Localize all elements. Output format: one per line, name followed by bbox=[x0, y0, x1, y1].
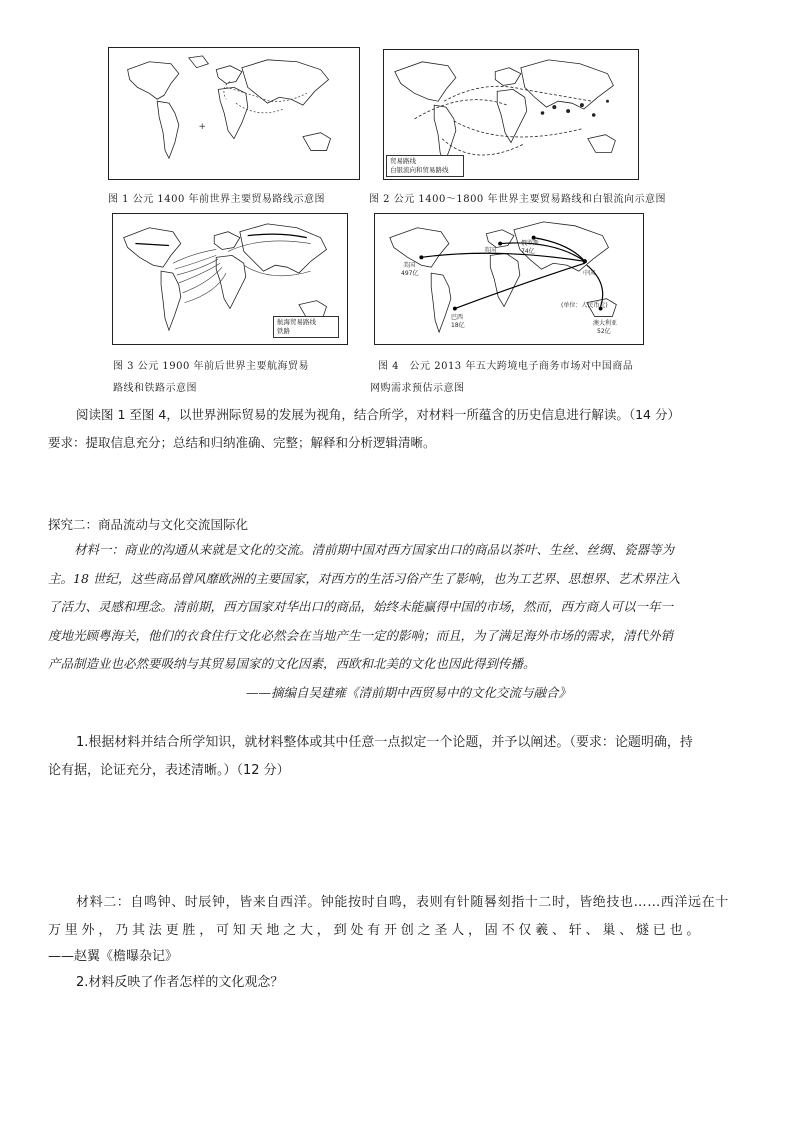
svg-text:+: + bbox=[198, 121, 206, 132]
label-china: 中国 bbox=[583, 270, 596, 277]
material-1-line-2: 主。18 世纪，这些商品曾风靡欧洲的主要国家，对西方的生活习俗产生了影响，也为工艺界、思想界、艺术界注入 bbox=[48, 571, 681, 586]
figure-4-caption-line1: 图 4 公元 2013 年五大跨境电子商务市场对中国商品 bbox=[378, 361, 634, 372]
label-russia-value: 74亿 bbox=[521, 248, 535, 255]
question-2-1-line2: 论有据，论证充分，表述清晰。）（12 分） bbox=[48, 763, 290, 778]
material-1-line-5: 产品制造业也必然要吸纳与其贸易国家的文化因素，西欧和北美的文化也因此得到传播。 bbox=[48, 656, 536, 671]
material-2-line-1: 材料二：自鸣钟、时辰钟，皆来自西洋。钟能按时自鸣，表则有针随晷刻指十二时，皆绝技也……西洋远在十 bbox=[76, 895, 729, 910]
label-uk: 英国 bbox=[484, 247, 497, 254]
material-1-source: ——摘编自吴建雍《清前期中西贸易中的文化交流与融合》 bbox=[246, 685, 572, 700]
map-figure-4 bbox=[374, 213, 644, 345]
label-australia-value: 52亿 bbox=[597, 328, 611, 335]
figure-3-caption-line1: 图 3 公元 1900 年前后世界主要航海贸易 bbox=[113, 361, 310, 372]
material-2-line-2: 万里外，乃其法更胜，可知天地之大，到处有开创之圣人，固不仅羲、轩、巢、燧已也。 bbox=[48, 923, 704, 938]
legend-item-silver-flow: 白银流向和贸易路线 bbox=[390, 166, 449, 174]
figure-3-legend bbox=[273, 316, 339, 338]
label-australia: 澳大利亚 bbox=[593, 320, 618, 327]
question-1-requirements: 要求：提取信息充分；总结和归纳准确、完整；解释和分析逻辑清晰。 bbox=[48, 435, 436, 450]
legend-item-railway: 铁路 bbox=[277, 327, 290, 335]
world-map-1400-image bbox=[109, 48, 359, 179]
material-1-line-4: 度地光顾粤海关，他们的衣食住行文化必然会在当地产生一定的影响；而且，为了满足海外市场的需求，清代外销 bbox=[48, 628, 674, 643]
figure-3-caption-line2: 路线和铁路示意图 bbox=[113, 383, 197, 394]
legend-item-trade-route: 贸易路线 bbox=[390, 157, 416, 165]
figure-4-caption-line2: 网购需求预估示意图 bbox=[370, 383, 465, 394]
label-unit: (单位：人民币元) bbox=[561, 302, 608, 309]
material-1-line-3: 了活力、灵感和理念。清前期，西方国家对华出口的商品，始终未能赢得中国的市场，然而，西方商人可以一年一 bbox=[48, 599, 674, 614]
figure-2-caption: 图 2 公元 1400～1800 年世界主要贸易路线和白银流向示意图 bbox=[369, 194, 666, 205]
map-figure-3 bbox=[112, 213, 348, 345]
label-russia: 俄罗斯 bbox=[521, 240, 540, 247]
label-us: 美国 bbox=[403, 262, 416, 269]
label-us-value: 497亿 bbox=[401, 270, 419, 277]
label-brazil: 巴西 bbox=[451, 314, 464, 321]
material-1-line-1: 材料一：商业的沟通从来就是文化的交流。清前期中国对西方国家出口的商品以茶叶、生丝、丝绸、瓷器等为 bbox=[74, 542, 675, 557]
question-2-1-line1: 1.根据材料并结合所学知识，就材料整体或其中任意一点拟定一个论题，并予以阐述。（要求：论题明确，持 bbox=[76, 735, 693, 750]
section-2-heading: 探究二：商品流动与文化交流国际化 bbox=[48, 517, 249, 532]
question-1-prompt: 阅读图 1 至图 4，以世界洲际贸易的发展为视角，结合所学，对材料一所蕴含的历史信息进行解读。（14 分） bbox=[76, 407, 680, 422]
figure-1-caption: 图 1 公元 1400 年前世界主要贸易路线示意图 bbox=[108, 194, 326, 205]
map-figure-1 bbox=[108, 47, 360, 180]
map-figure-2 bbox=[383, 49, 639, 180]
material-2-source: ——赵翼《檐曝杂记》 bbox=[48, 949, 179, 964]
legend-item-sea-route: 航海贸易路线 bbox=[277, 318, 316, 326]
label-brazil-value: 18亿 bbox=[451, 322, 465, 329]
figure-2-legend bbox=[386, 155, 464, 177]
question-2-2: 2.材料反映了作者怎样的文化观念？ bbox=[76, 975, 284, 990]
